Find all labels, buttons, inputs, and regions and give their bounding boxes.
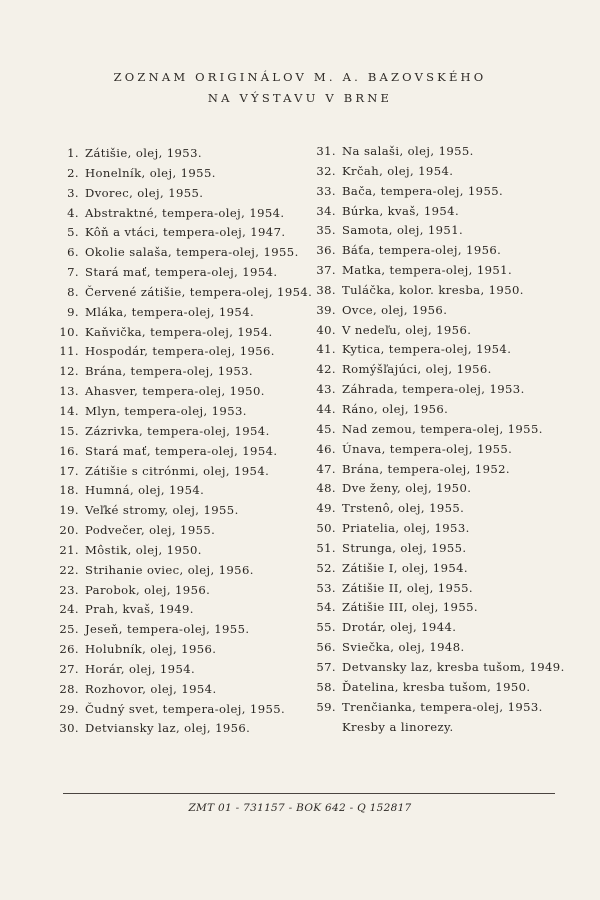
item-number: 58. [316, 679, 336, 694]
list-item [52, 342, 312, 362]
item-number: 50. [316, 521, 336, 536]
item-title: Kaňvička, tempera-olej, 1954. [85, 324, 273, 339]
item-title: V nedeľu, olej, 1956. [342, 322, 472, 337]
item-title: Okolie salaša, tempera-olej, 1955. [85, 245, 299, 260]
item-number: 10. [59, 324, 79, 339]
item-number: 31. [316, 144, 336, 158]
item-number: 7. [67, 265, 79, 280]
item-title: Ahasver, tempera-olej, 1950. [85, 384, 265, 399]
item-number: 52. [316, 560, 336, 575]
item-number: 19. [59, 503, 79, 518]
item-number: 30. [59, 721, 79, 736]
list-item [309, 539, 584, 559]
list-item [309, 638, 584, 658]
item-title: Kytica, tempera-olej, 1954. [342, 342, 512, 357]
item-title: Matka, tempera-olej, 1951. [342, 263, 513, 278]
item-number: 6. [67, 245, 79, 260]
item-title: Detvansky laz, kresba tušom, 1949. [342, 659, 565, 674]
item-title: Zátišie s citrónmi, olej, 1954. [85, 463, 270, 478]
list-item [309, 321, 584, 341]
item-number: 20. [59, 523, 79, 538]
item-title: Parobok, olej, 1956. [85, 582, 211, 597]
item-number: 44. [316, 401, 336, 416]
item-title: Honelník, olej, 1955. [85, 165, 216, 180]
item-number: 21. [59, 542, 79, 557]
item-number: 36. [316, 243, 336, 258]
item-number: 8. [67, 284, 79, 299]
heading-line-1: ZOZNAM ORIGINÁLOV M. A. BAZOVSKÉHO [113, 70, 487, 84]
item-title: Ráno, olej, 1956. [342, 401, 449, 416]
item-title: Horár, olej, 1954. [85, 661, 196, 676]
item-title: Sviečka, olej, 1948. [342, 640, 465, 655]
item-number: 3. [67, 185, 79, 200]
list-item [52, 263, 312, 283]
list-item [52, 184, 312, 204]
item-number: 53. [316, 580, 336, 595]
list-item [309, 281, 584, 301]
list-item [52, 680, 312, 700]
list-item [52, 581, 312, 601]
item-title: Nad zemou, tempera-olej, 1955. [342, 421, 543, 436]
item-title: Detviansky laz, olej, 1956. [85, 721, 251, 736]
item-number: 45. [316, 421, 336, 436]
item-title: Samota, olej, 1951. [342, 223, 464, 238]
item-title: Dvorec, olej, 1955. [85, 185, 204, 200]
item-number: 34. [316, 203, 336, 218]
list-item [309, 241, 584, 261]
item-title: Prah, kvaš, 1949. [85, 602, 194, 617]
item-title: Zátišie II, olej, 1955. [342, 580, 473, 595]
item-title: Priatelia, olej, 1953. [342, 521, 470, 536]
item-number: 2. [67, 165, 79, 180]
item-title: Strunga, olej, 1955. [342, 540, 467, 555]
item-number: 55. [316, 620, 336, 635]
item-number: 33. [316, 183, 336, 198]
list-item [309, 440, 584, 460]
item-number: 59. [316, 699, 336, 714]
item-number: 23. [59, 582, 79, 597]
list-item [52, 204, 312, 224]
list-item [309, 658, 584, 678]
item-number: 42. [316, 362, 336, 377]
item-title: Stará mať, tempera-olej, 1954. [85, 265, 278, 280]
list-item [52, 462, 312, 482]
item-title: Brána, tempera-olej, 1952. [342, 461, 510, 476]
list-item [52, 640, 312, 660]
list-item [52, 382, 312, 402]
item-number: 40. [316, 322, 336, 337]
item-number: 17. [59, 463, 79, 478]
list-item [309, 142, 584, 162]
item-title: Zátišie III, olej, 1955. [342, 600, 478, 615]
list-item [309, 559, 584, 579]
item-title: Báťa, tempera-olej, 1956. [342, 243, 502, 258]
list-item [52, 283, 312, 303]
item-number: 9. [67, 304, 79, 319]
list-item [52, 600, 312, 620]
item-title: Môstik, olej, 1950. [85, 542, 202, 557]
item-title: Stará mať, tempera-olej, 1954. [85, 443, 278, 458]
item-number: 1. [67, 146, 79, 160]
list-item [52, 501, 312, 521]
item-title: Humná, olej, 1954. [85, 483, 205, 498]
item-title: Únava, tempera-olej, 1955. [342, 441, 513, 456]
item-title: Ďatelina, kresba tušom, 1950. [342, 679, 531, 694]
list-item [309, 380, 584, 400]
list-item [309, 221, 584, 241]
list-item [52, 541, 312, 561]
list-item [309, 698, 584, 718]
list-item [309, 499, 584, 519]
item-number: 48. [316, 481, 336, 496]
item-title: Abstraktné, tempera-olej, 1954. [85, 205, 285, 220]
item-number: 5. [67, 225, 79, 240]
item-title: Zátišie, olej, 1953. [85, 146, 202, 160]
item-number: 25. [59, 622, 79, 637]
item-title: Brána, tempera-olej, 1953. [85, 364, 253, 379]
list-item [52, 561, 312, 581]
list-item [52, 144, 312, 164]
item-number: 43. [316, 382, 336, 397]
item-number: 49. [316, 501, 336, 516]
list-item [52, 620, 312, 640]
footer-rule [63, 793, 555, 794]
item-number: 26. [59, 642, 79, 657]
item-title: Podvečer, olej, 1955. [85, 523, 216, 538]
list-item [52, 164, 312, 184]
list-item [52, 223, 312, 243]
item-number: 28. [59, 681, 79, 696]
item-number: 13. [59, 384, 79, 399]
list-item [309, 301, 584, 321]
item-title: Červené zátišie, tempera-olej, 1954. [85, 284, 313, 299]
item-number: 18. [59, 483, 79, 498]
item-title: Jeseň, tempera-olej, 1955. [85, 622, 250, 637]
item-title: Zátišie I, olej, 1954. [342, 560, 468, 575]
list-item [52, 362, 312, 382]
item-number: 47. [316, 461, 336, 476]
list-item [52, 243, 312, 263]
works-list-right [309, 142, 584, 717]
list-item [52, 303, 312, 323]
item-title: Mlyn, tempera-olej, 1953. [85, 403, 247, 418]
item-title: Veľké stromy, olej, 1955. [85, 503, 239, 518]
item-number: 22. [59, 562, 79, 577]
drawings-note: Kresby a linorezy. [342, 720, 454, 734]
list-item [309, 261, 584, 281]
item-number: 38. [316, 282, 336, 297]
item-number: 35. [316, 223, 336, 238]
works-list-left [52, 144, 312, 739]
item-number: 56. [316, 640, 336, 655]
item-title: Romýšľajúci, olej, 1956. [342, 362, 492, 377]
item-title: Drotár, olej, 1944. [342, 620, 457, 635]
item-number: 46. [316, 441, 336, 456]
list-item [309, 162, 584, 182]
list-item [309, 678, 584, 698]
list-item [309, 360, 584, 380]
list-item [52, 719, 312, 739]
item-number: 37. [316, 263, 336, 278]
list-item [309, 618, 584, 638]
item-title: Tuláčka, kolor. kresba, 1950. [342, 282, 524, 297]
list-item [52, 521, 312, 541]
list-item [52, 481, 312, 501]
list-item [309, 519, 584, 539]
item-number: 41. [316, 342, 336, 357]
list-item [309, 460, 584, 480]
item-title: Strihanie oviec, olej, 1956. [85, 562, 254, 577]
item-title: Búrka, kvaš, 1954. [342, 203, 460, 218]
item-title: Rozhovor, olej, 1954. [85, 681, 217, 696]
list-item [309, 479, 584, 499]
list-item [309, 400, 584, 420]
item-number: 16. [59, 443, 79, 458]
item-title: Hospodár, tempera-olej, 1956. [85, 344, 275, 359]
list-item [309, 182, 584, 202]
list-item [52, 442, 312, 462]
list-item [52, 323, 312, 343]
item-title: Bača, tempera-olej, 1955. [342, 183, 504, 198]
list-item [309, 202, 584, 222]
list-item [52, 700, 312, 720]
item-title: Dve ženy, olej, 1950. [342, 481, 472, 496]
item-number: 39. [316, 302, 336, 317]
item-number: 57. [316, 659, 336, 674]
list-item [52, 422, 312, 442]
item-number: 27. [59, 661, 79, 676]
list-item [52, 660, 312, 680]
item-number: 24. [59, 602, 79, 617]
item-title: Čudný svet, tempera-olej, 1955. [85, 701, 286, 716]
list-item [309, 420, 584, 440]
list-item [309, 598, 584, 618]
item-number: 15. [59, 423, 79, 438]
item-title: Mláka, tempera-olej, 1954. [85, 304, 255, 319]
item-title: Trenčianka, tempera-olej, 1953. [342, 699, 543, 714]
list-item [309, 340, 584, 360]
print-code-footer: ZMT 01 - 731157 - BOK 642 - Q 152817 [188, 802, 412, 814]
list-item [309, 579, 584, 599]
item-title: Trstenô, olej, 1955. [342, 501, 465, 516]
item-number: 14. [59, 403, 79, 418]
list-item [52, 402, 312, 422]
item-number: 51. [316, 540, 336, 555]
item-number: 54. [316, 600, 336, 615]
item-title: Na salaši, olej, 1955. [342, 144, 474, 158]
item-number: 11. [59, 344, 79, 359]
item-number: 32. [316, 163, 336, 178]
item-number: 29. [59, 701, 79, 716]
item-title: Holubník, olej, 1956. [85, 642, 217, 657]
heading-line-2: NA VÝSTAVU V BRNE [207, 91, 393, 105]
item-title: Krčah, olej, 1954. [342, 163, 454, 178]
item-title: Zázrivka, tempera-olej, 1954. [85, 423, 270, 438]
item-title: Záhrada, tempera-olej, 1953. [342, 382, 525, 397]
item-number: 4. [67, 205, 79, 220]
item-title: Ovce, olej, 1956. [342, 302, 448, 317]
item-number: 12. [59, 364, 79, 379]
item-title: Kôň a vtáci, tempera-olej, 1947. [85, 225, 286, 240]
